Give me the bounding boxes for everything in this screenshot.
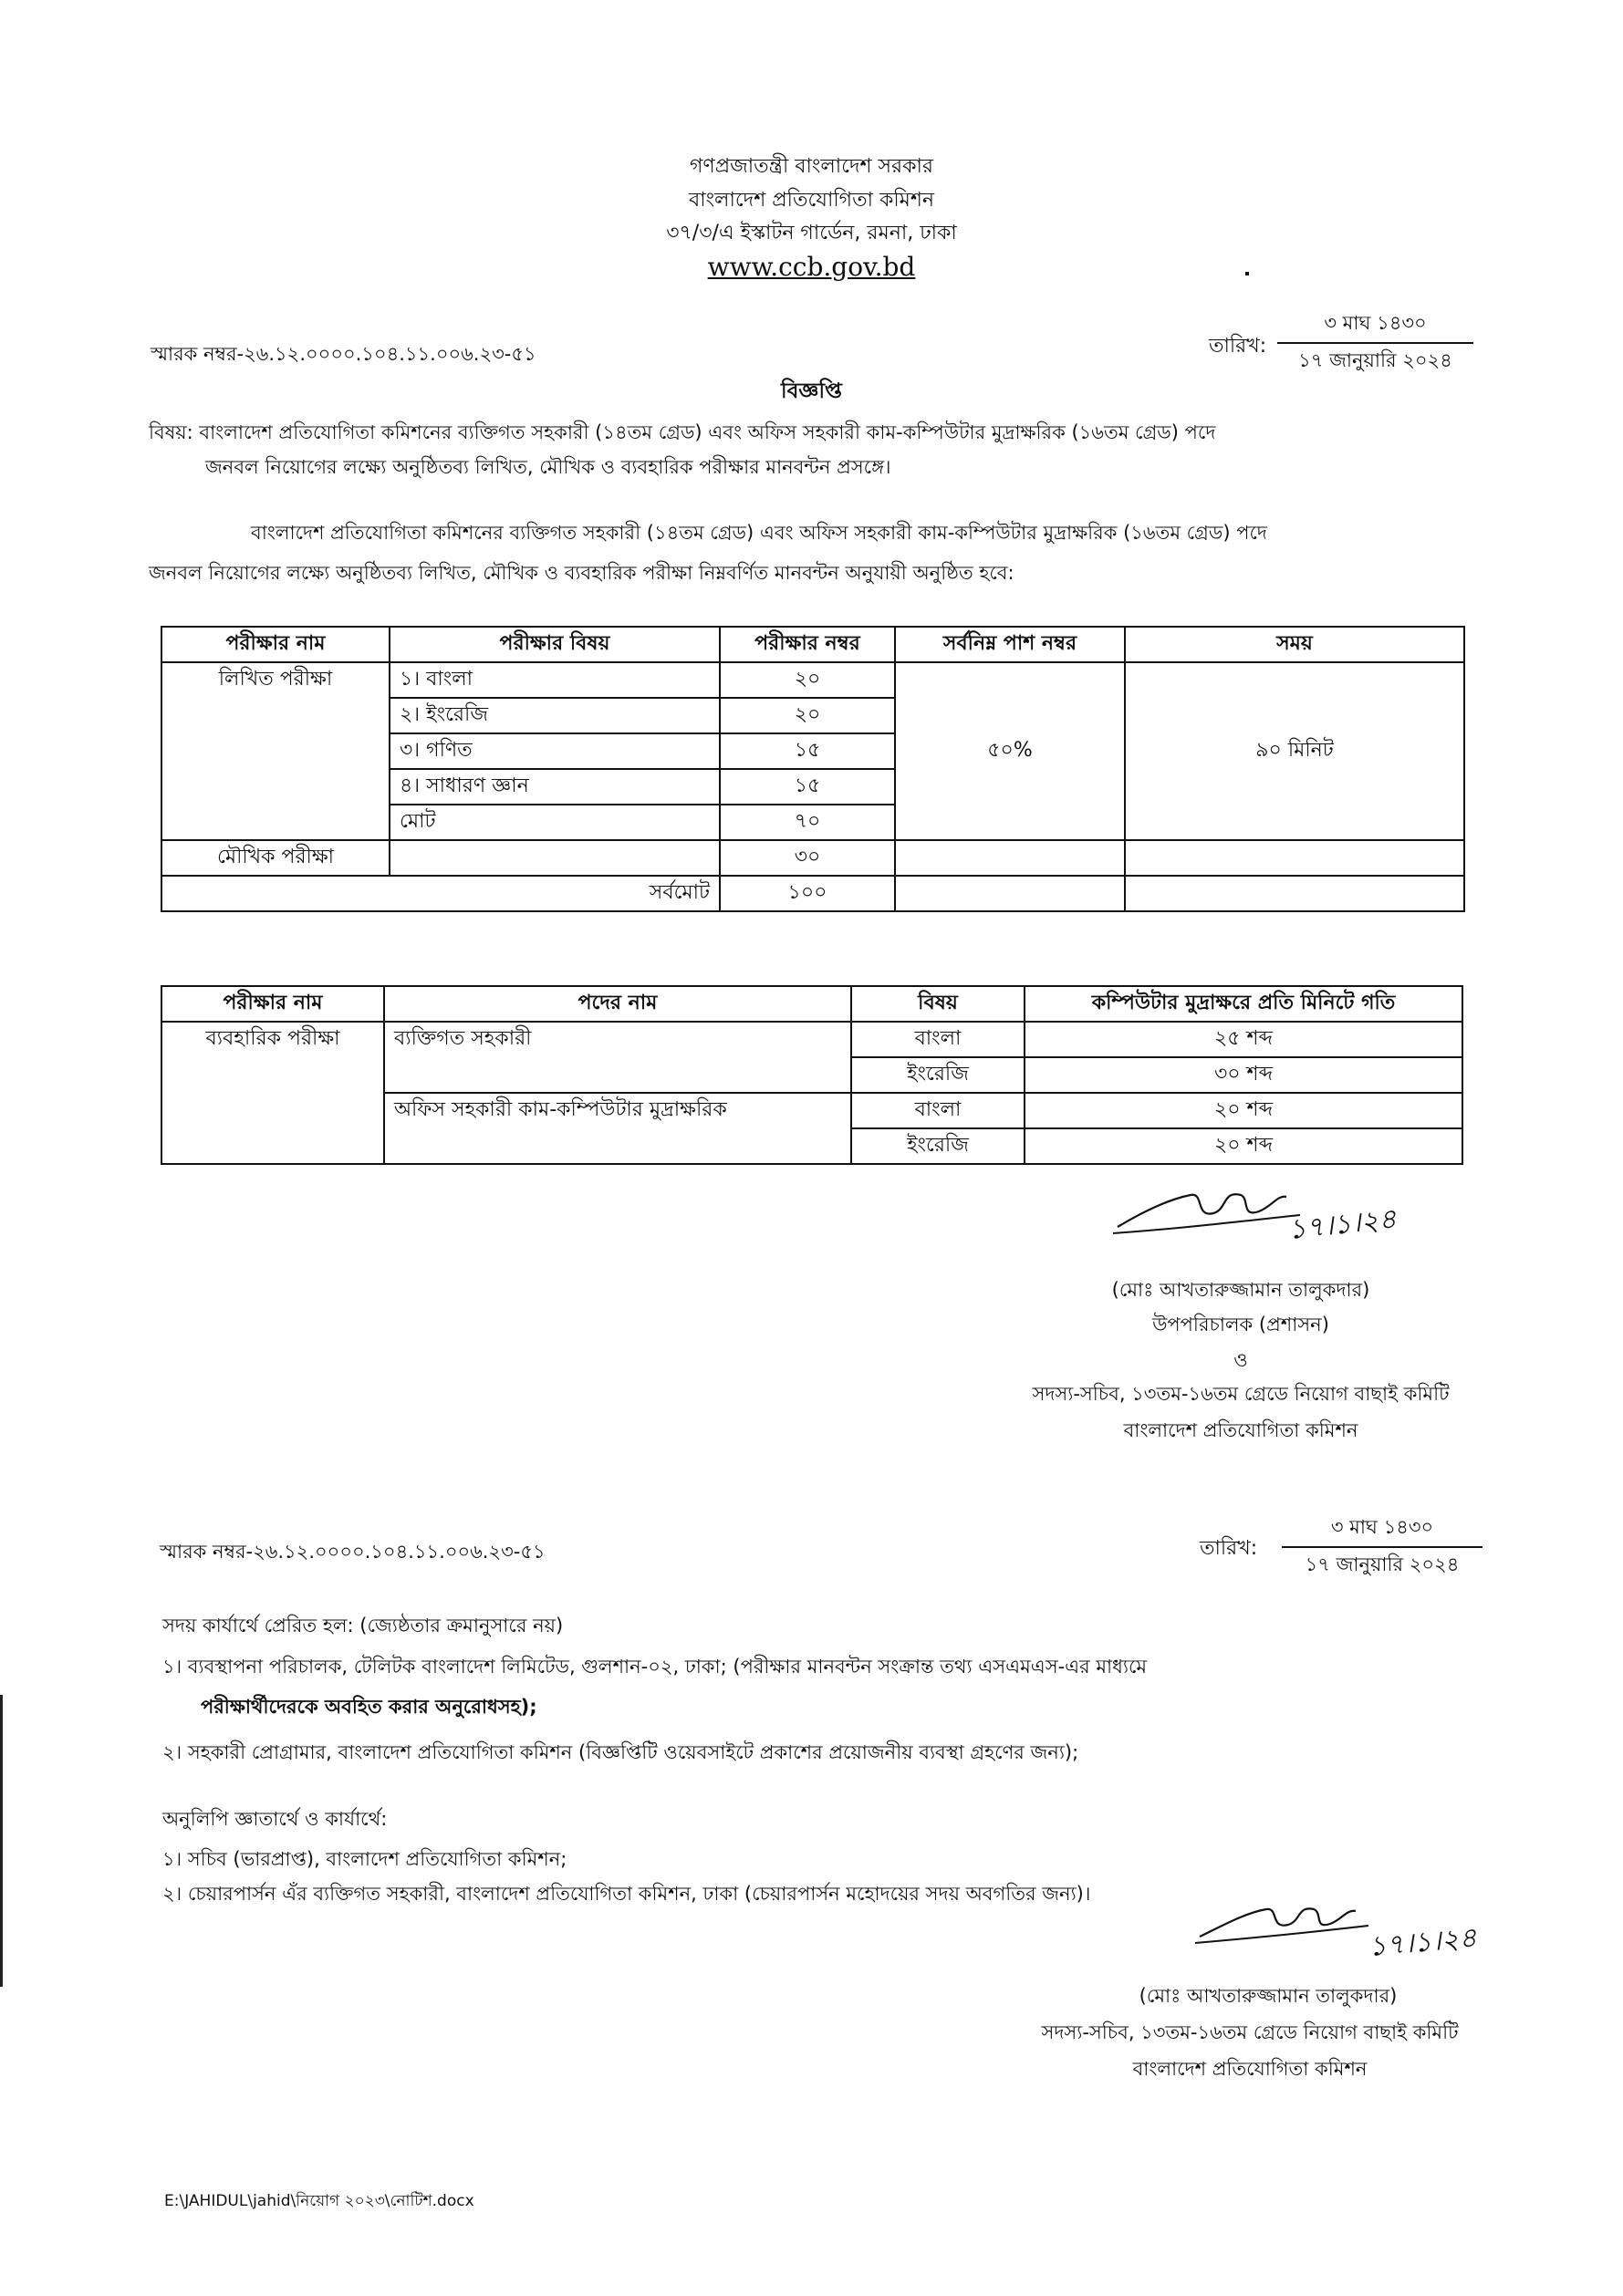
date-block bbox=[1282, 1512, 1483, 1582]
subject-marks: ১৫ bbox=[720, 769, 895, 805]
viva-exam-label: মৌখিক পরীক্ষা bbox=[161, 840, 390, 876]
signatory-and: ও bbox=[1233, 1349, 1248, 1371]
date-english: ১৭ জানুয়ারি ২০২৪ bbox=[1305, 1553, 1460, 1575]
th-subject: পরীক্ষার বিষয় bbox=[390, 627, 720, 662]
copy-heading: অনুলিপি জ্ঞাতার্থে ও কার্যার্থে: bbox=[162, 1808, 388, 1830]
table-row bbox=[161, 840, 1464, 876]
body-line1: বাংলাদেশ প্রতিযোগিতা কমিশনের ব্যক্তিগত সহকারী (১৪তম গ্রেড) এবং অফিস সহকারী কাম-কম্পিউটার মুদ্রাক্ষরিক (১৬তম গ্রেড) পদে bbox=[251, 522, 1267, 544]
table-row bbox=[161, 662, 1464, 698]
th-exam-name: পরীক্ষার নাম bbox=[161, 627, 390, 662]
typing-speed: ২০ শব্দ bbox=[1025, 1128, 1462, 1164]
signatory-org: বাংলাদেশ প্রতিযোগিতা কমিশন bbox=[1132, 2058, 1368, 2080]
date-label: তারিখ: bbox=[1209, 335, 1267, 358]
distribution-heading: সদয় কার্যার্থে প্রেরিত হল: (জ্যেষ্ঠতার ক্রমানুসারে নয়) bbox=[162, 1615, 564, 1636]
file-path: E:\JAHIDUL\jahid\নিয়োগ ২০২৩\নোটিশ.docx bbox=[164, 2192, 474, 2210]
distribution-item-1: ১। ব্যবস্থাপনা পরিচালক, টেলিটক বাংলাদেশ লিমিটেড, গুলশান-০২, ঢাকা; (পরীক্ষার মানবন্টন সংক্রান্ত তথ্য এসএমএস-এর মাধ্যমে bbox=[162, 1656, 1148, 1678]
scan-mark bbox=[0, 1695, 3, 1987]
date-english: ১৭ জানুয়ারি ২০২৪ bbox=[1298, 349, 1452, 371]
copy-item-2: ২। চেয়ারপার্সন এঁর ব্যক্তিগত সহকারী, বাংলাদেশ প্রতিযোগিতা কমিশন, ঢাকা (চেয়ারপার্সন মহোদয়ের সদয় অবগতির জন্য)। bbox=[162, 1883, 1091, 1905]
grand-total-label: সর্বমোট bbox=[390, 876, 720, 911]
th-time: সময় bbox=[1125, 627, 1464, 662]
signatory-designation: উপপরিচালক (প্রশাসন) bbox=[1152, 1314, 1329, 1335]
date-label: তারিখ: bbox=[1200, 1537, 1258, 1560]
date-bangla: ৩ মাঘ ১৪৩০ bbox=[1282, 1512, 1483, 1548]
subject-line2: জনবল নিয়োগের লক্ষ্যে অনুষ্ঠিতব্য লিখিত, মৌখিক ও ব্যবহারিক পরীক্ষার মানবন্টন প্রসঙ্গে। bbox=[205, 456, 891, 478]
exam-time: ৯০ মিনিট bbox=[1125, 662, 1464, 840]
distribution-item-2: ২। সহকারী প্রোগ্রামার, বাংলাদেশ প্রতিযোগিতা কমিশন (বিজ্ঞপ্তিটি ওয়েবসাইটে প্রকাশের প্রয়োজনীয় ব্যবস্থা গ্রহণের জন্য); bbox=[162, 1741, 1079, 1763]
marks-table-header bbox=[161, 627, 1464, 662]
typing-speed: ৩০ শব্দ bbox=[1025, 1057, 1462, 1093]
signatory-name: (মোঃ আখতারুজ্জামান তালুকদার) bbox=[1111, 1279, 1370, 1301]
th-post-name: পদের নাম bbox=[384, 986, 851, 1022]
distribution-item-1-cont: পরীক্ষার্থীদেরকে অবহিত করার অনুরোধসহ); bbox=[201, 1696, 537, 1718]
body-line2: জনবল নিয়োগের লক্ষ্যে অনুষ্ঠিতব্য লিখিত, মৌখিক ও ব্যবহারিক পরীক্ষা নিম্নবর্ণিত মানবন্টন অনুযায়ী অনুষ্ঠিত হবে: bbox=[149, 562, 1014, 584]
scan-mark bbox=[1245, 272, 1249, 275]
table-row bbox=[161, 1022, 1462, 1057]
subject-marks: ৭০ bbox=[720, 805, 895, 840]
th-subject: বিষয় bbox=[851, 986, 1025, 1022]
subject-line1: বিষয়: বাংলাদেশ প্রতিযোগিতা কমিশনের ব্যক্তিগত সহকারী (১৪তম গ্রেড) এবং অফিস সহকারী কাম-কম্পিউটার মুদ্রাক্ষরিক (১৬তম গ্রেড) পদে bbox=[149, 421, 1216, 443]
practical-subject: ইংরেজি bbox=[851, 1128, 1025, 1164]
subject-name: ৪। সাধারণ জ্ঞান bbox=[390, 769, 720, 805]
date-bangla: ৩ মাঘ ১৪৩০ bbox=[1277, 308, 1473, 344]
header-org: বাংলাদেশ প্রতিযোগিতা কমিশন bbox=[688, 189, 935, 212]
th-exam-name: পরীক্ষার নাম bbox=[161, 986, 384, 1022]
subject-name: ২। ইংরেজি bbox=[390, 698, 720, 733]
subject-marks: ২০ bbox=[720, 698, 895, 733]
notice-title: বিজ্ঞপ্তি bbox=[781, 379, 842, 403]
subject-marks: ২০ bbox=[720, 662, 895, 698]
typing-speed: ২৫ শব্দ bbox=[1025, 1022, 1462, 1057]
subject-marks: ১৫ bbox=[720, 733, 895, 769]
practical-subject: বাংলা bbox=[851, 1093, 1025, 1128]
practical-table bbox=[161, 985, 1463, 1165]
typing-speed: ২০ শব্দ bbox=[1025, 1093, 1462, 1128]
header-govt: গণপ্রজাতন্ত্রী বাংলাদেশ সরকার bbox=[689, 155, 934, 178]
header-address: ৩৭/৩/এ ইস্কাটন গার্ডেন, রমনা, ঢাকা bbox=[666, 222, 957, 244]
th-typing-speed: কম্পিউটার মুদ্রাক্ষরে প্রতি মিনিটে গতি bbox=[1025, 986, 1462, 1022]
memo-number: স্মারক নম্বর-২৬.১২.০০০০.১০৪.১১.০০৬.২৩-৫১ bbox=[160, 1541, 546, 1563]
memo-number: স্মারক নম্বর-২৬.১২.০০০০.১০৪.১১.০০৬.২৩-৫১ bbox=[151, 343, 536, 365]
signature-date: ১৭।১।২৪ bbox=[1367, 1921, 1479, 1964]
post-name: অফিস সহকারী কাম-কম্পিউটার মুদ্রাক্ষরিক bbox=[384, 1093, 851, 1164]
date-block bbox=[1277, 308, 1473, 378]
subject-name: ১। বাংলা bbox=[390, 662, 720, 698]
signature-date: ১৭।১।২৪ bbox=[1286, 1202, 1399, 1247]
signatory-committee: সদস্য-সচিব, ১৩তম-১৬তম গ্রেডে নিয়োগ বাছাই কমিটি bbox=[1041, 2021, 1459, 2043]
copy-item-1: ১। সচিব (ভারপ্রাপ্ত), বাংলাদেশ প্রতিযোগিতা কমিশন; bbox=[162, 1848, 567, 1870]
th-pass-mark: সর্বনিম্ন পাশ নম্বর bbox=[895, 627, 1125, 662]
grand-total: ১০০ bbox=[720, 876, 895, 911]
practical-subject: বাংলা bbox=[851, 1022, 1025, 1057]
table-row bbox=[161, 876, 1464, 911]
viva-marks: ৩০ bbox=[720, 840, 895, 876]
written-exam-label: লিখিত পরীক্ষা bbox=[161, 662, 390, 840]
practical-exam-label: ব্যবহারিক পরীক্ষা bbox=[161, 1022, 384, 1164]
pass-mark: ৫০% bbox=[895, 662, 1125, 840]
signatory-name: (মোঃ আখতারুজ্জামান তালুকদার) bbox=[1139, 1985, 1398, 2007]
header-website[interactable]: www.ccb.gov.bd bbox=[707, 252, 916, 282]
practical-table-header bbox=[161, 986, 1462, 1022]
post-name: ব্যক্তিগত সহকারী bbox=[384, 1022, 851, 1093]
signatory-committee: সদস্য-সচিব, ১৩তম-১৬তম গ্রেডে নিয়োগ বাছাই কমিটি bbox=[1032, 1383, 1450, 1405]
practical-subject: ইংরেজি bbox=[851, 1057, 1025, 1093]
subject-name: মোট bbox=[390, 805, 720, 840]
th-marks: পরীক্ষার নম্বর bbox=[720, 627, 895, 662]
signatory-org: বাংলাদেশ প্রতিযোগিতা কমিশন bbox=[1123, 1419, 1358, 1441]
subject-name: ৩। গণিত bbox=[390, 733, 720, 769]
marks-table bbox=[161, 626, 1465, 912]
